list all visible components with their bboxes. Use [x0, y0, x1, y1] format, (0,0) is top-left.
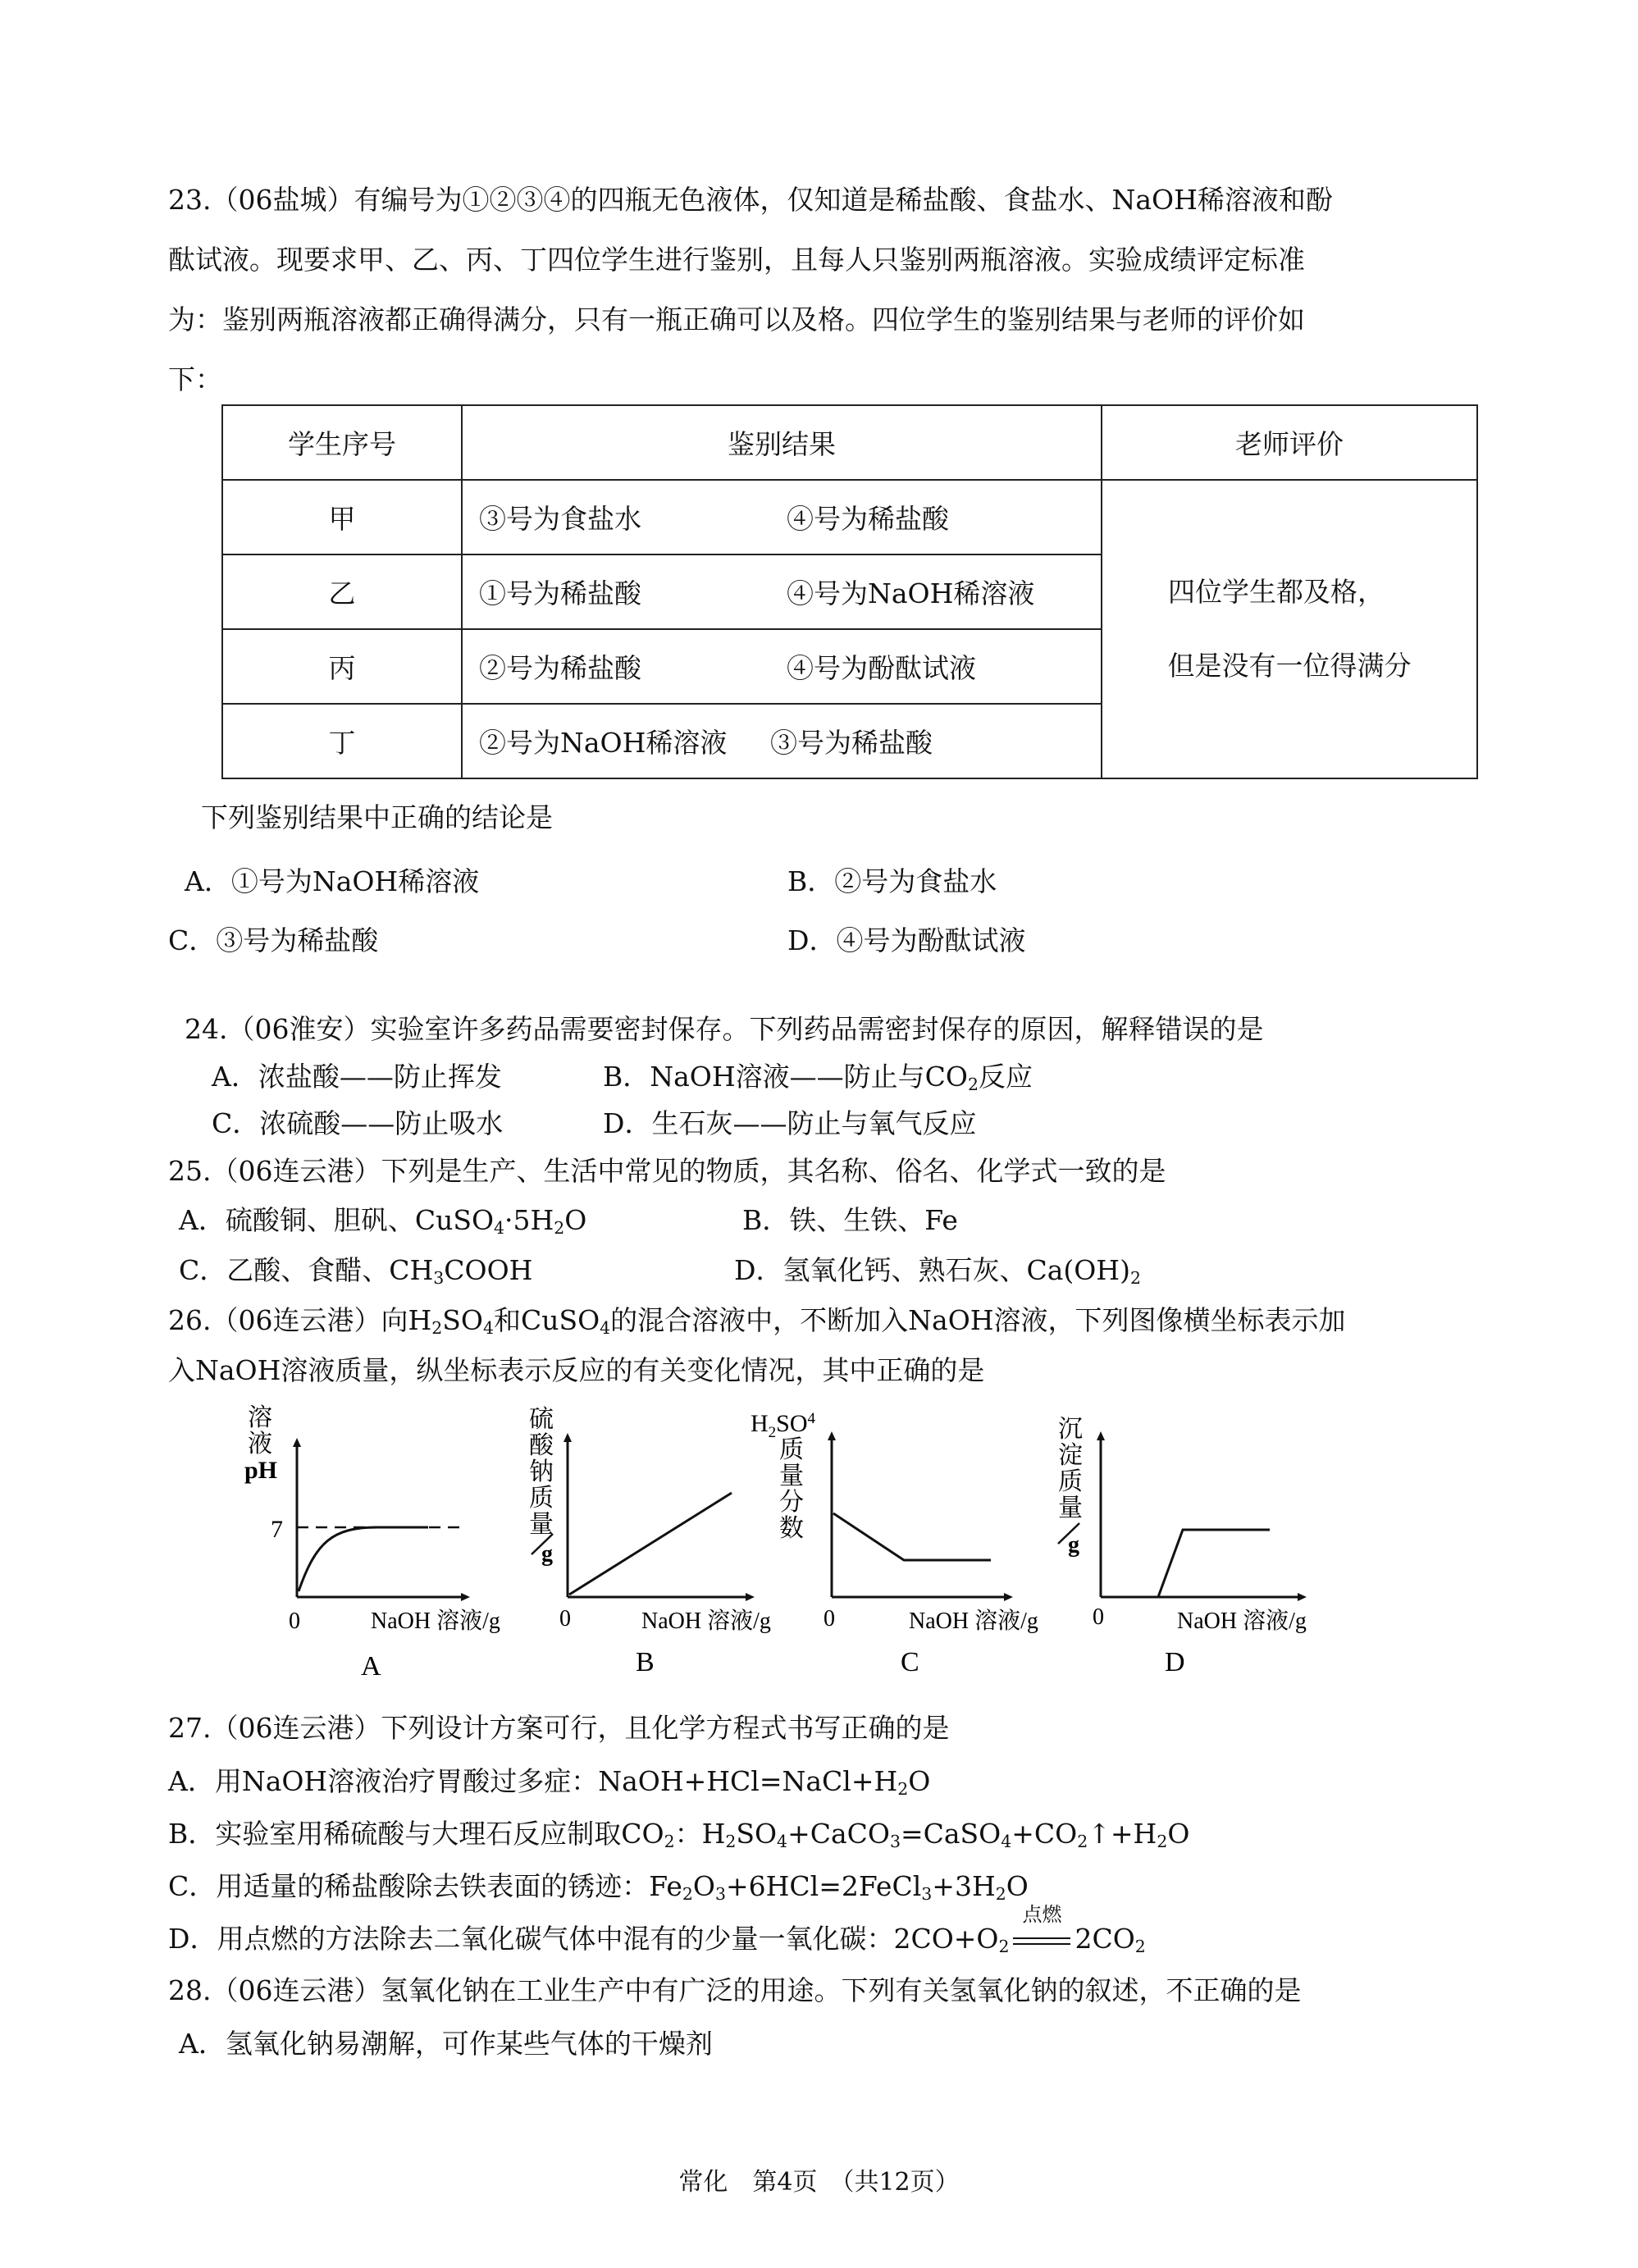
q24-option-b-end: 反应	[978, 1061, 1033, 1093]
q27-option-b-part: ：H	[674, 1818, 726, 1850]
ylabel-char: 质	[529, 1485, 554, 1512]
ylabel-char: 钠	[529, 1458, 554, 1485]
q25-stem: 25.（06连云港）下列是生产、生活中常见的物质，其名称、俗名、化学式一致的是	[168, 1155, 1166, 1187]
subscript: 2	[1157, 1832, 1168, 1852]
q23-prompt: 下列鉴别结果中正确的结论是	[201, 801, 553, 833]
student-name: 丙	[222, 629, 462, 704]
linear-line	[569, 1493, 732, 1595]
subscript: 4	[777, 1832, 788, 1852]
subscript: 2	[1129, 1268, 1141, 1289]
origin-label: 0	[289, 1609, 300, 1634]
q26-text-c: 和CuSO	[493, 1304, 600, 1336]
subscript: 2	[1077, 1832, 1088, 1852]
subscript: 4	[600, 1318, 611, 1339]
x-axis-label: NaOH 溶液/g	[909, 1609, 1038, 1634]
q23-line-2: 酞试液。现要求甲、乙、丙、丁四位学生进行鉴别，且每人只鉴别两瓶溶液。实验成绩评定标准	[168, 244, 1305, 276]
q24-option-b-text: B．NaOH溶液——防止与CO	[603, 1061, 968, 1093]
q27-option-b	[168, 1816, 1189, 1852]
q27-option-c	[168, 1869, 1029, 1905]
q27-option-a-end: O	[908, 1765, 931, 1797]
subscript: 3	[889, 1832, 901, 1852]
origin-label: 0	[824, 1606, 835, 1631]
q25-option-a-end: O	[564, 1204, 587, 1236]
precipitate-line	[1158, 1530, 1270, 1597]
ylabel-char: 液	[248, 1431, 272, 1458]
ylabel-char: 数	[779, 1515, 804, 1542]
subscript: 2	[664, 1832, 675, 1852]
origin-label: 0	[1093, 1604, 1104, 1630]
h2so4-line	[833, 1513, 991, 1560]
x-axis-label: NaOH 溶液/g	[641, 1609, 771, 1634]
q23-option-c: C．③号为稀盐酸	[168, 924, 379, 956]
result-2: ③号为稀盐酸	[770, 727, 933, 759]
unit-label: g	[1068, 1532, 1079, 1558]
result-2: ④号为酚酞试液	[787, 652, 976, 684]
ylabel-char: pH	[244, 1457, 278, 1484]
ph-curve	[299, 1527, 428, 1591]
q27-option-d-part: 2CO	[1075, 1923, 1135, 1955]
q25-option-c-text: C．乙酸、食醋、CH	[179, 1254, 434, 1286]
double-bar	[1013, 1937, 1070, 1945]
q27-option-a	[168, 1764, 930, 1800]
q25-option-d-text: D．氢氧化钙、熟石灰、Ca(OH)	[734, 1254, 1130, 1286]
q24-option-a: A．浓盐酸——防止挥发	[212, 1061, 502, 1093]
ylabel-part: SO	[776, 1410, 808, 1437]
reaction-condition	[1009, 1903, 1075, 1957]
subscript: 2	[995, 1884, 1006, 1905]
x-axis-label: NaOH 溶液/g	[1177, 1609, 1307, 1634]
student-name: 丁	[222, 704, 462, 778]
student-name: 乙	[222, 554, 462, 629]
graph-a	[244, 1404, 500, 1682]
q25-option-a-mid: ·5H	[504, 1204, 554, 1236]
subscript: 2	[998, 1937, 1010, 1957]
condition-text: 点燃	[1022, 1903, 1062, 1926]
q27-option-c-part: O	[692, 1870, 715, 1902]
ylabel-char: 酸	[529, 1432, 554, 1459]
q27-option-b-part: SO	[736, 1818, 778, 1850]
graph-letter: C	[901, 1647, 919, 1677]
q27-option-b-part: +CO	[1011, 1818, 1078, 1850]
q25-option-b: B．铁、生铁、Fe	[742, 1204, 958, 1236]
q26-line-2: 入NaOH溶液质量，纵坐标表示反应的有关变化情况，其中正确的是	[168, 1354, 985, 1386]
header-student: 学生序号	[222, 405, 462, 480]
q28-stem: 28.（06连云港）氢氧化钠在工业生产中有广泛的用途。下列有关氢氧化钠的叙述，不正确的是	[168, 1974, 1302, 2006]
result-1: ③号为食盐水	[479, 503, 641, 535]
subscript: 2	[967, 1075, 979, 1095]
tick-label-7: 7	[271, 1516, 283, 1543]
q27-option-d	[168, 1903, 1146, 1957]
q23-line-1: 23.（06盐城）有编号为①②③④的四瓶无色液体，仅知道是稀盐酸、食盐水、NaOH稀溶液和酚	[168, 184, 1333, 216]
origin-label: 0	[559, 1606, 571, 1631]
subscript: 3	[714, 1884, 726, 1905]
q24-stem: 24.（06淮安）实验室许多药品需要密封保存。下列药品需密封保存的原因，解释错误的是	[185, 1013, 1264, 1045]
subscript: 3	[433, 1268, 445, 1289]
q27-option-d-text: D．用点燃的方法除去二氧化碳气体中混有的少量一氧化碳：2CO+O	[168, 1923, 999, 1955]
q26-text-b: SO	[442, 1304, 483, 1336]
q27-option-c-text: C．用适量的稀盐酸除去铁表面的锈迹：Fe	[168, 1870, 682, 1902]
graph-c	[751, 1410, 1038, 1677]
q23-option-a: A．①号为NaOH稀溶液	[185, 865, 480, 897]
q27-stem: 27.（06连云港）下列设计方案可行，且化学方程式书写正确的是	[168, 1712, 950, 1744]
q25-option-c-end: COOH	[444, 1254, 533, 1286]
subscript: 2	[897, 1779, 909, 1800]
subscript: 4	[482, 1318, 494, 1339]
evaluation-line-1: 四位学生都及格，	[1168, 576, 1385, 608]
result-2: ④号为NaOH稀溶液	[787, 577, 1035, 609]
header-result: 鉴别结果	[462, 405, 1102, 480]
q27-option-c-end: O	[1006, 1870, 1029, 1902]
q24-option-d: D．生石灰——防止与氧气反应	[603, 1107, 977, 1139]
ylabel-char: 质	[779, 1436, 804, 1463]
evaluation-line-2: 但是没有一位得满分	[1167, 650, 1412, 682]
subscript: 2	[682, 1884, 693, 1905]
subscript: 2	[725, 1832, 737, 1852]
subscript: 4	[1001, 1832, 1012, 1852]
q27-option-b-part: +CaCO	[787, 1818, 890, 1850]
ylabel-char: 分	[779, 1489, 804, 1516]
unit-label: g	[541, 1541, 553, 1567]
ylabel-char: 量	[779, 1463, 804, 1490]
student-name: 甲	[222, 480, 462, 554]
q27-option-c-part: +6HCl=2FeCl	[725, 1870, 922, 1902]
q23-option-b: B．②号为食盐水	[787, 865, 997, 897]
graph-letter: D	[1165, 1647, 1185, 1677]
ylabel-char: 沉	[1058, 1416, 1083, 1443]
result-2: ④号为稀盐酸	[787, 503, 949, 535]
q27-option-b-part: =CaSO	[900, 1818, 1002, 1850]
x-axis-label: NaOH 溶液/g	[371, 1609, 500, 1634]
subscript: 2	[554, 1218, 565, 1239]
result-1: ②号为NaOH稀溶液	[479, 727, 728, 759]
superscript-4: 4	[807, 1410, 816, 1427]
graph-b	[529, 1406, 771, 1677]
ylabel-char: 溶	[248, 1404, 272, 1431]
subscript: 4	[494, 1218, 505, 1239]
header-evaluation: 老师评价	[1102, 405, 1477, 480]
graph-letter: A	[361, 1651, 381, 1682]
ylabel-char: 硫	[529, 1406, 554, 1433]
ylabel-part: H	[751, 1410, 769, 1437]
q23-option-d: D．④号为酚酞试液	[787, 924, 1026, 956]
result-1: ②号为稀盐酸	[479, 652, 641, 684]
result-1: ①号为稀盐酸	[479, 577, 641, 609]
q27-option-c-part: +3H	[932, 1870, 996, 1902]
q27-option-b-part: ↑+H	[1088, 1818, 1157, 1850]
q23-line-4: 下：	[168, 363, 222, 395]
subscript: 2	[1134, 1937, 1146, 1957]
q24-option-c: C．浓硫酸——防止吸水	[212, 1107, 504, 1139]
q25-option-a-text: A．硫酸铜、胆矾、CuSO	[179, 1204, 494, 1236]
q23-line-3: 为：鉴别两瓶溶液都正确得满分，只有一瓶正确可以及格。四位学生的鉴别结果与老师的评价如	[168, 303, 1305, 335]
ylabel-char: 量	[1058, 1495, 1083, 1522]
q26-text-a: 26.（06连云港）向H	[168, 1304, 432, 1336]
subscript: 2	[431, 1318, 443, 1339]
subscript: 3	[921, 1884, 933, 1905]
ylabel-char: 量	[529, 1511, 554, 1538]
q27-option-a-text: A．用NaOH溶液治疗胃酸过多症：NaOH+HCl=NaCl+H	[168, 1765, 898, 1797]
page-footer: 常化 第4页 （共12页）	[678, 2168, 960, 2197]
q28-option-a: A．氢氧化钠易潮解，可作某些气体的干燥剂	[179, 2028, 713, 2060]
graph-d	[1058, 1416, 1307, 1677]
subscript: 2	[768, 1424, 777, 1441]
q26-text-d: 的混合溶液中，不断加入NaOH溶液，下列图像横坐标表示加	[610, 1304, 1346, 1336]
graph-letter: B	[636, 1647, 655, 1677]
ylabel-char: 质	[1058, 1468, 1083, 1495]
q27-option-b-end: O	[1167, 1818, 1190, 1850]
q27-option-b-text: B．实验室用稀硫酸与大理石反应制取CO	[168, 1818, 664, 1850]
ylabel-char: 淀	[1058, 1442, 1083, 1469]
